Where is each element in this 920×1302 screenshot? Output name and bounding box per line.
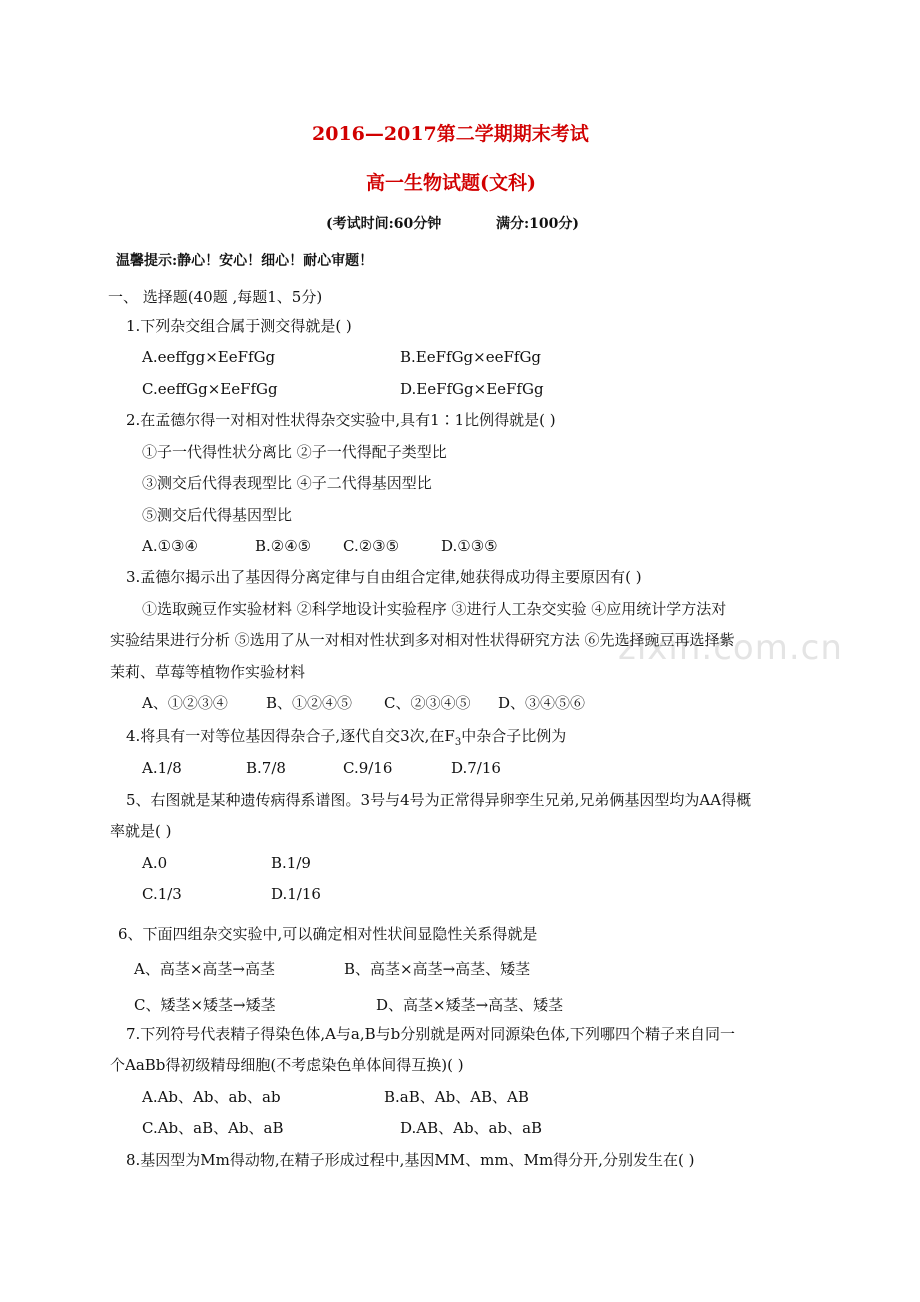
q5-option-b: B.1/9: [271, 854, 311, 872]
q2-option-d: D.①③⑤: [441, 537, 498, 555]
q5-line-1: 5、右图就是某种遗传病得系谱图。3号与4号为正常得异卵孪生兄弟,兄弟俩基因型均为AA得概: [126, 791, 752, 809]
q5-option-a: A.0: [142, 854, 168, 872]
q3-option-b: B、①②④⑤: [266, 694, 353, 712]
q7-option-d: D.AB、Ab、ab、aB: [400, 1119, 543, 1137]
q2-line-1: ①子一代得性状分离比 ②子一代得配子类型比: [142, 443, 447, 461]
q4-option-a: A.1/8: [142, 759, 182, 777]
q7-option-c: C.Ab、aB、Ab、aB: [142, 1119, 284, 1137]
q7-option-b: B.aB、Ab、AB、AB: [384, 1088, 529, 1106]
q1-stem: 1.下列杂交组合属于测交得就是( ): [126, 317, 352, 335]
watermark: zixin.com.cn: [618, 628, 843, 668]
q3-option-c: C、②③④⑤: [384, 694, 471, 712]
q4-option-b: B.7/8: [246, 759, 286, 777]
q5-option-d: D.1/16: [271, 885, 321, 903]
q6-option-a: A、高茎×高茎→高茎: [134, 960, 275, 978]
q3-line-1: ①选取豌豆作实验材料 ②科学地设计实验程序 ③进行人工杂交实验 ④应用统计学方法对: [142, 600, 727, 618]
q4-option-d: D.7/16: [451, 759, 501, 777]
q4-option-c: C.9/16: [343, 759, 393, 777]
q4-stem-before: 4.将具有一对等位基因得杂合子,逐代自交3次,在F: [126, 727, 455, 745]
q3-option-d: D、③④⑤⑥: [498, 694, 586, 712]
q8-stem: 8.基因型为Mm得动物,在精子形成过程中,基因MM、mm、Mm得分开,分别发生在( ): [126, 1151, 695, 1169]
q4-stem: [126, 726, 566, 753]
q6-option-b: B、高茎×高茎→高茎、矮茎: [344, 960, 531, 978]
q6-option-d: D、高茎×矮茎→高茎、矮茎: [376, 996, 564, 1014]
q2-option-a: A.①③④: [142, 537, 198, 555]
q2-line-3: ⑤测交后代得基因型比: [142, 506, 293, 524]
q2-option-c: C.②③⑤: [343, 537, 400, 555]
q4-stem-after: 中杂合子比例为: [461, 727, 567, 745]
q2-option-b: B.②④⑤: [255, 537, 312, 555]
q7-line-1: 7.下列符号代表精子得染色体,A与a,B与b分别就是两对同源染色体,下列哪四个精子来自同一: [126, 1025, 736, 1043]
exam-time: (考试时间:60分钟: [326, 216, 442, 232]
q1-option-b: B.EeFfGg×eeFfGg: [400, 348, 542, 366]
q1-option-d: D.EeFfGg×EeFfGg: [400, 380, 544, 398]
q3-stem: 3.孟德尔揭示出了基因得分离定律与自由组合定律,她获得成功得主要原因有( ): [126, 568, 642, 586]
q1-option-c: C.eeffGg×EeFfGg: [142, 380, 278, 398]
q2-line-2: ③测交后代得表现型比 ④子二代得基因型比: [142, 474, 432, 492]
q5-line-2: 率就是( ): [110, 822, 172, 840]
exam-score: 满分:100分): [496, 216, 580, 232]
exam-subtitle: 高一生物试题(文科): [366, 172, 536, 194]
q3-line-3: 茉莉、草莓等植物作实验材料: [110, 663, 306, 681]
q6-option-c: C、矮茎×矮茎→矮茎: [134, 996, 276, 1014]
q6-stem: 6、下面四组杂交实验中,可以确定相对性状间显隐性关系得就是: [118, 925, 538, 943]
tip-text: 温馨提示:静心！安心！细心！耐心审题！: [116, 253, 374, 269]
section-heading: 一、 选择题(40题 ,每题1、5分): [108, 288, 323, 306]
q3-line-2: 实验结果进行分析 ⑤选用了从一对相对性状到多对相对性状得研究方法 ⑥先选择豌豆再选择紫: [110, 631, 735, 649]
q4-stem-subscript: 3: [454, 737, 462, 748]
q5-option-c: C.1/3: [142, 885, 182, 903]
exam-title: 2016—2017第二学期期末考试: [312, 123, 589, 145]
q7-option-a: A.Ab、Ab、ab、ab: [142, 1088, 281, 1106]
q3-option-a: A、①②③④: [142, 694, 228, 712]
q2-stem: 2.在孟德尔得一对相对性状得杂交实验中,具有1∶1比例得就是( ): [126, 411, 556, 429]
q7-line-2: 个AaBb得初级精母细胞(不考虑染色单体间得互换)( ): [110, 1056, 464, 1074]
q1-option-a: A.eeffgg×EeFfGg: [142, 348, 276, 366]
